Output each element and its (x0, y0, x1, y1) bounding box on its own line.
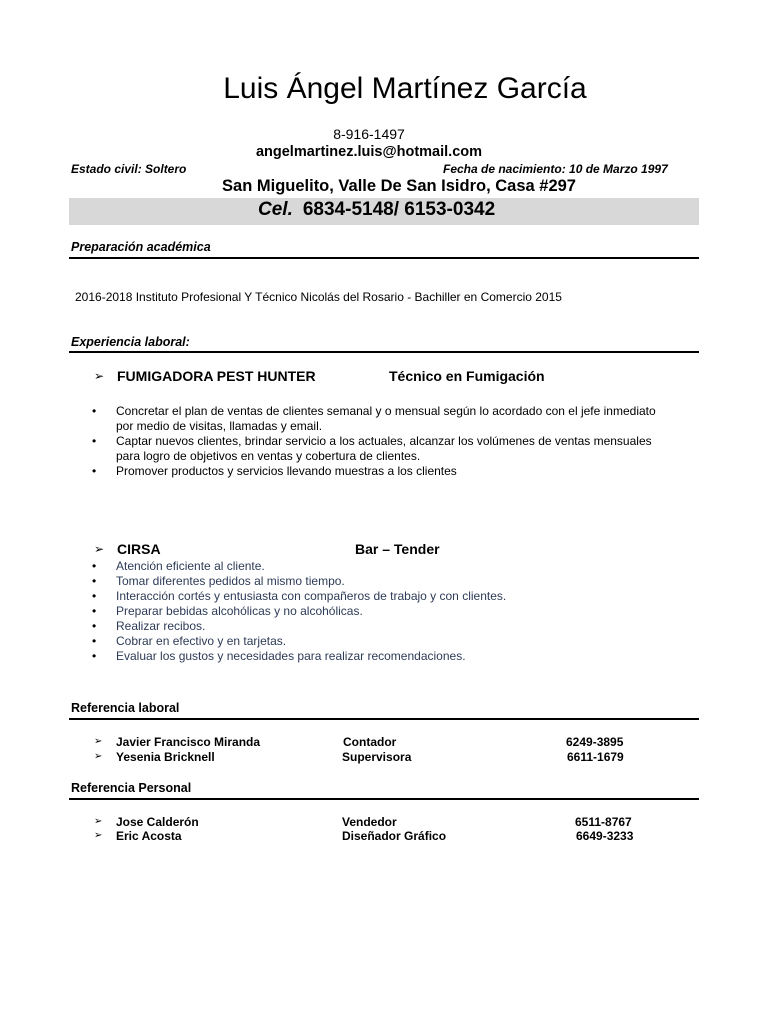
reference-role: Diseñador Gráfico (342, 829, 447, 843)
phone-numbers: 6834-5148/ 6153-0342 (302, 199, 496, 220)
job-duties-list (92, 404, 656, 479)
reference-phone: 6611-1679 (567, 750, 624, 764)
list-item: • Concretar el plan de ventas de clientes semanal y o mensual según lo acordado con el jefe inmediato por medio de visitas, llamadas y email. (92, 404, 656, 434)
job-duties-list (92, 559, 506, 664)
list-item: • Atención eficiente al cliente. (92, 559, 506, 574)
education-heading: Preparación académica (71, 240, 211, 254)
list-item: • Interacción cortés y entusiasta con compañeros de trabajo y con clientes. (92, 589, 506, 604)
reference-name: Eric Acosta (116, 829, 182, 843)
section-divider (69, 798, 699, 800)
arrow-bullet-icon: ➢ (94, 751, 103, 762)
arrow-bullet-icon: ➢ (94, 736, 103, 747)
education-entry: 2016-2018 Instituto Profesional Y Técnico Nicolás del Rosario - Bachiller en Comercio 2015 (75, 290, 562, 304)
section-divider (69, 718, 699, 720)
job-company: CIRSA (117, 541, 161, 557)
section-divider (69, 257, 699, 259)
birth-date: Fecha de nacimiento: 10 de Marzo 1997 (443, 162, 668, 176)
reference-phone: 6511-8767 (575, 815, 632, 829)
list-item: • Evaluar los gustos y necesidades para realizar recomendaciones. (92, 649, 506, 664)
job-role: Técnico en Fumigación (389, 368, 545, 384)
reference-role: Supervisora (342, 750, 412, 764)
candidate-name: Luis Ángel Martínez García (223, 72, 587, 105)
list-item: • Realizar recibos. (92, 619, 506, 634)
list-item: • Preparar bebidas alcohólicas y no alcohólicas. (92, 604, 506, 619)
arrow-bullet-icon: ➢ (94, 830, 103, 841)
work-references-heading: Referencia laboral (71, 701, 180, 715)
list-item: • Promover productos y servicios llevando muestras a los clientes (92, 464, 656, 479)
arrow-bullet-icon: ➢ (94, 816, 103, 827)
home-address: San Miguelito, Valle De San Isidro, Casa #297 (222, 177, 576, 195)
reference-name: Yesenia Bricknell (116, 750, 215, 764)
arrow-bullet-icon: ➢ (94, 369, 105, 383)
phone-line (258, 199, 495, 221)
arrow-bullet-icon: ➢ (94, 542, 105, 556)
reference-name: Javier Francisco Miranda (116, 735, 261, 749)
list-item: • Captar nuevos clientes, brindar servicio a los actuales, alcanzar los volúmenes de ventas mensuales para logro de objetivos en ventas y cobertura de clientes. (92, 434, 656, 464)
reference-phone: 6249-3895 (566, 735, 624, 749)
list-item: • Tomar diferentes pedidos al mismo tiempo. (92, 574, 506, 589)
reference-role: Vendedor (342, 815, 397, 829)
list-item: • Cobrar en efectivo y en tarjetas. (92, 634, 506, 649)
reference-phone: 6649-3233 (576, 829, 634, 843)
civil-status: Estado civil: Soltero (71, 162, 187, 176)
reference-role: Contador (343, 735, 397, 749)
phone-label: Cel. (258, 199, 293, 220)
job-company: FUMIGADORA PEST HUNTER (117, 368, 316, 384)
personal-references-heading: Referencia Personal (71, 781, 192, 795)
section-divider (69, 351, 699, 353)
email-address: angelmartinez.luis@hotmail.com (255, 144, 483, 160)
id-number: 8-916-1497 (333, 126, 405, 142)
reference-name: Jose Calderón (116, 815, 199, 829)
job-role: Bar – Tender (355, 541, 440, 557)
experience-heading: Experiencia laboral: (71, 335, 190, 349)
